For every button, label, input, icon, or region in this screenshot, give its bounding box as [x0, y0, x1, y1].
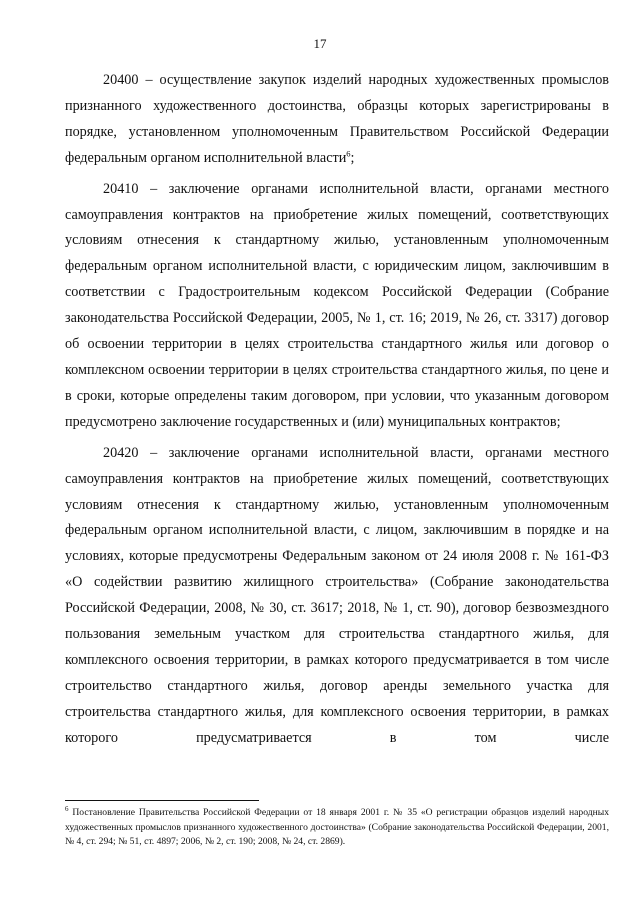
- page-number: 17: [313, 36, 327, 51]
- footnote: [65, 806, 609, 850]
- footnote-text: Постановление Правительства Российской Федерации от 18 января 2001 г. № 35 «О регистрации образцов изделий народных художественных промыслов признанного художественного достоинства» (Собрание законодательства Российской Федерации, 2001, № 4, ст. 294; № 51, ст. 4897; 2006, № 2, ст. 190; 2008, № 24, ст. 2869).: [65, 807, 610, 848]
- paragraph-text: 20400 – осуществление закупок изделий народных художественных промыслов признанного художественного достоинства, образцы которых зарегистрированы в порядке, установленном уполномоченным Правительством Российской Федерации федеральным органом исполнительной власти: [65, 72, 609, 166]
- paragraph-20420: 20420 – заключение органами исполнительной власти, органами местного самоуправления контрактов на приобретение жилых помещений, соответствующих условиям отнесения к стандартному жилью, установленным уполномоченным федеральным органом исполнительной власти, с лицом, заключившим в порядке и на условиях, которые предусмотрены Федеральным законом от 24 июля 2008 г. № 161-ФЗ «О содействии развитию жилищного строительства» (Собрание законодательства Российской Федерации, 2008, № 30, ст. 3617; 2018, № 1, ст. 90), договор безвозмездного пользования земельным участком для строительства стандартного жилья, для комплексного освоения территории, в рамках которого предусматривается в том числе строительство стандартного жилья, договор аренды земельного участка для строительства стандартного жилья, для комплексного освоения территории, в рамках которого предусматривается в том числе: [65, 444, 609, 746]
- paragraph-20400: [65, 68, 609, 172]
- paragraph-20410: 20410 – заключение органами исполнительной власти, органами местного самоуправления контрактов на приобретение жилых помещений, соответствующих условиям отнесения к стандартному жилью, установленным уполномоченным федеральным органом исполнительной власти, с юридическим лицом, заключившим в соответствии с Градостроительным кодексом Российской Федерации (Собрание законодательства Российской Федерации, 2005, № 1, ст. 16; 2019, № 26, ст. 3317) договор об освоении территории в целях строительства стандартного жилья или договор о комплексном освоении территории в целях строительства стандартного жилья, по цене и в сроки, которые определены таким договором, при условии, что указанным договором предусмотрено заключение государственных и (или) муниципальных контрактов;: [65, 180, 609, 430]
- body-text: [65, 68, 609, 757]
- footnote-divider: [65, 800, 259, 801]
- footnote-number: 6: [65, 804, 69, 813]
- footnote-reference[interactable]: 6: [346, 147, 351, 158]
- paragraph-tail: ;: [350, 149, 355, 166]
